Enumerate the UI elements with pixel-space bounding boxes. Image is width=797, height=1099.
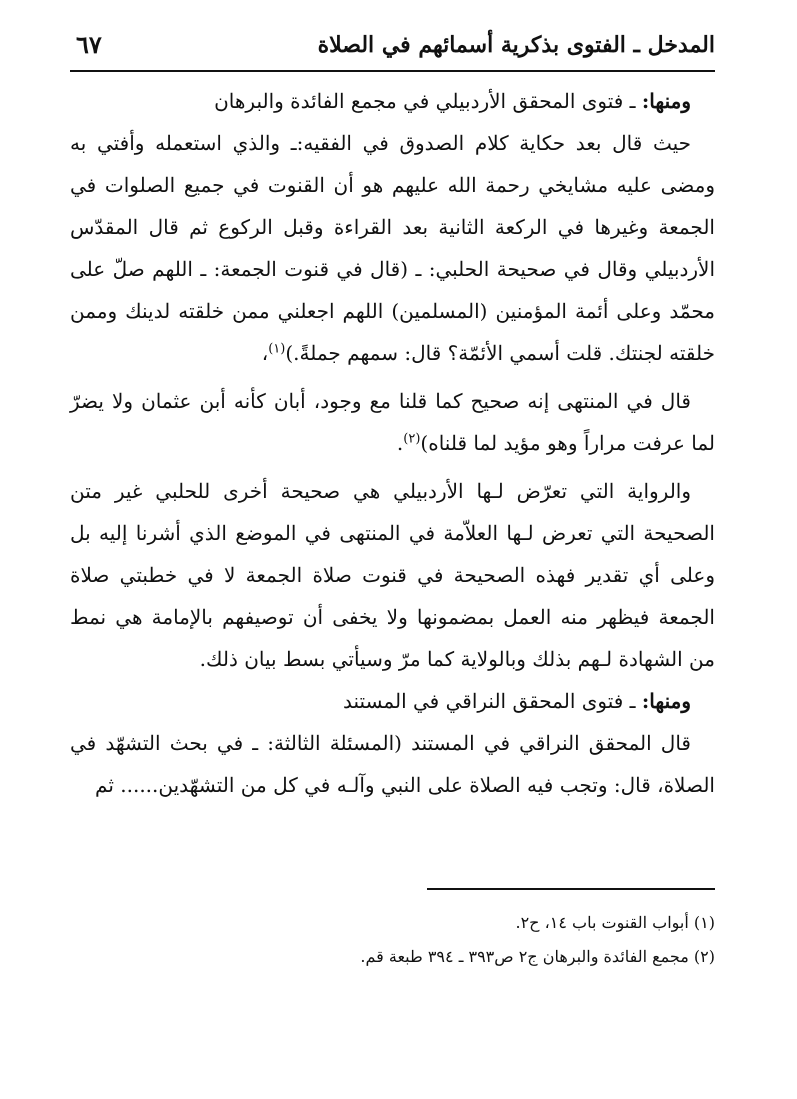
- footnote-ref-1: (١): [268, 341, 286, 357]
- paragraph-2-tail: ،: [261, 341, 269, 365]
- footnote-divider: [427, 888, 715, 890]
- paragraph-5-text: ـ فتوى المحقق النراقي في المستند: [343, 689, 642, 713]
- paragraph-2-text: حيث قال بعد حكاية كلام الصدوق في الفقيه:ـ والذي استعمله وأفتي به ومضى عليه مشايخي رحمة الله عليهم هو أن القنوت في جميع الصلوات في الجمعة وغيرها في الركعة الثانية بعد القراءة وقبل الركوع ثم قال المقدّس الأردبيلي وقال في صحيحة الحلبي: ـ (قال في قنوت الجمعة: ـ اللهم صلّ على محمّد وعلى أئمة المؤمنين (المسلمين) اللهم اجعلني ممن خلقته لدينك وممن خلقته لجنتك. قلت أسمي الأئمّة؟ قال: سمهم جملةً.): [70, 131, 715, 365]
- paragraph-4-text: والرواية التي تعرّض لـها الأردبيلي هي صحيحة أخرى للحلبي غير متن الصحيحة التي تعرض لـها العلاّمة في المنتهى في الموضع الذي أشرنا إليه بل وعلى أي تقدير فهذه الصحيحة في قنوت صلاة الجمعة لا في خطبتي صلاة الجمعة فيظهر منه العمل بمضمونها ولا يخفى أن توصيفهم بالإمامة هي نمط من الشهادة لـهم بذلك وبالولاية كما مرّ وسيأتي بسط بيان ذلك.: [70, 479, 715, 671]
- paragraph-6: [70, 722, 715, 806]
- body-text: [70, 80, 715, 806]
- header-title: المدخل ـ الفتوى بذكرية أسمائهم في الصلاة: [317, 32, 715, 58]
- footnote-1: (١) أبواب القنوت باب ١٤، ح٢.: [515, 913, 715, 932]
- paragraph-3-tail: .: [396, 431, 404, 455]
- running-header: [70, 28, 715, 68]
- footnotes: [70, 906, 715, 974]
- paragraph-5: [70, 680, 715, 722]
- paragraph-4: [70, 470, 715, 680]
- section-lead: ومنها:: [641, 89, 691, 113]
- header-divider: [70, 70, 715, 72]
- page-number: ٦٧: [76, 30, 102, 59]
- paragraph-3-text: قال في المنتهى إنه صحيح كما قلنا مع وجود، أبان كأنه أبن عثمان ولا يضرّ لما عرفت مراراً وهو مؤيد لما قلناه): [70, 389, 715, 455]
- section-lead: ومنها:: [641, 689, 691, 713]
- paragraph-1: [70, 80, 715, 122]
- footnote-2: (٢) مجمع الفائدة والبرهان ج٢ ص٣٩٣ ـ ٣٩٤ طبعة قم.: [360, 947, 715, 966]
- paragraph-3: [70, 380, 715, 464]
- footnote-ref-2: (٢): [403, 431, 421, 447]
- paragraph-6-text: قال المحقق النراقي في المستند (المسئلة الثالثة: ـ في بحث التشهّد في الصلاة، قال: وتجب فيه الصلاة على النبي وآلـه في كل من التشهّدين...... ثم: [70, 731, 715, 797]
- paragraph-2: [70, 122, 715, 374]
- paragraph-1-text: ـ فتوى المحقق الأردبيلي في مجمع الفائدة والبرهان: [214, 89, 642, 113]
